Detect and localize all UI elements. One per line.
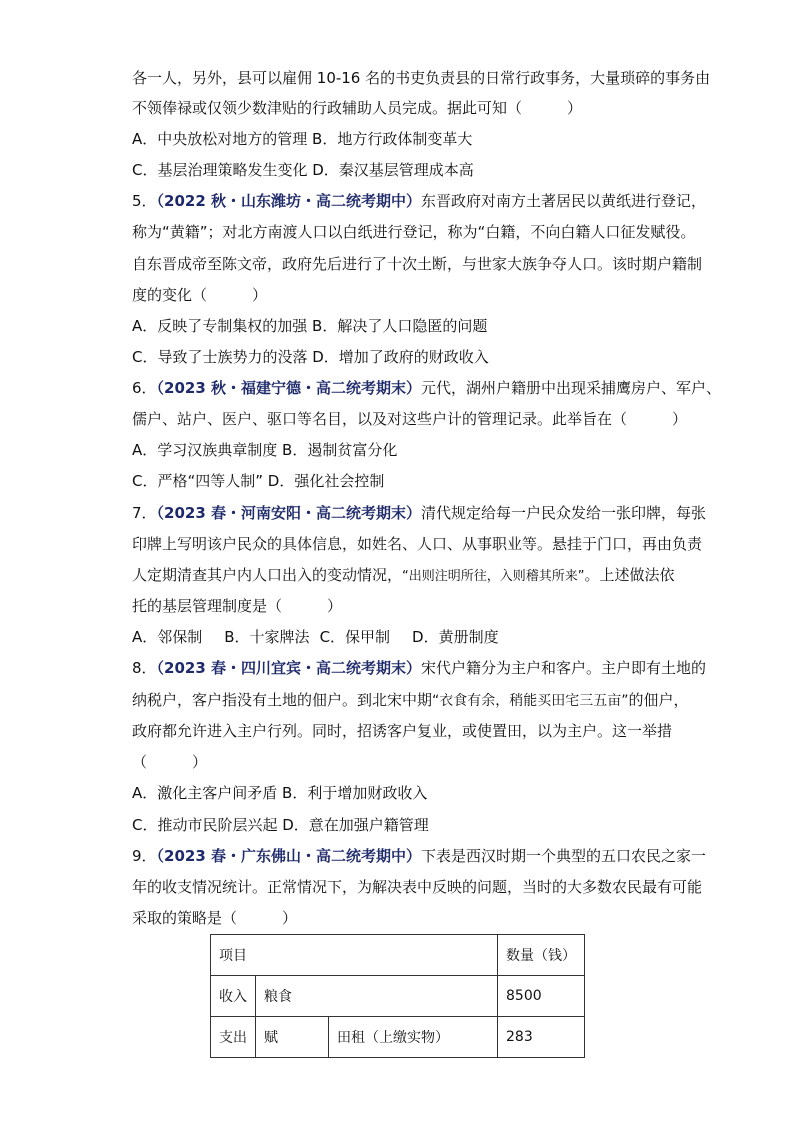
question-9-line-1: [132, 846, 707, 866]
question-5-options-ab: A．反映了专制集权的加强 B．解决了人口隐匿的问题: [132, 317, 488, 335]
question-text: 。上述做法依: [584, 566, 675, 584]
option-d: D．黄册制度: [412, 628, 499, 646]
intro-line-2: 不领俸禄或仅领少数津贴的行政辅助人员完成。据此可知（ ）: [132, 99, 583, 117]
table-row: [211, 976, 585, 1017]
question-8-options-ab: A．激化主客户间矛盾 B．利于增加财政收入: [132, 784, 428, 802]
question-8-line-1: [132, 658, 707, 678]
table-header-item: 项目: [211, 935, 498, 976]
question-9-line-3: 采取的策略是（ ）: [132, 909, 298, 927]
question-number: 7．: [132, 504, 157, 522]
question-7-line-2: 印牌上写明该户民众的具体信息，如姓名、人口、从事职业等。悬挂于门口，再由负责: [132, 535, 703, 553]
table-cell: 283: [498, 1017, 585, 1058]
question-number: 8．: [132, 659, 157, 677]
question-6-line-2: 儒户、站户、医户、驱口等名目，以及对这些户计的管理记录。此举旨在（ ）: [132, 410, 688, 428]
question-source: （2023 春・广东佛山・高二统考期中）: [156, 847, 422, 865]
table-row: [211, 1017, 585, 1058]
question-source: （2023 秋・福建宁德・高二统考期末）: [156, 379, 422, 397]
question-7-line-1: [132, 503, 707, 523]
question-7-line-4: 托的基层管理制度是（ ）: [132, 597, 343, 615]
question-8-line-4: （ ）: [132, 753, 208, 771]
question-text: 的佃户，: [628, 691, 689, 709]
question-text: 人定期清查其户内人口出入的变动情况，: [132, 566, 403, 584]
question-source: （2022 秋・山东潍坊・高二统考期中）: [156, 192, 422, 210]
table-cell: 田租（上缴实物）: [329, 1017, 498, 1058]
question-text: 下表是西汉时期一个典型的五口农民之家一: [421, 847, 707, 865]
question-7-options: [132, 627, 692, 647]
question-8-line-2: [132, 690, 692, 711]
question-text: 元代，湖州户籍册中出现采捕鹰房户、军户、: [421, 379, 722, 397]
question-number: 9．: [132, 847, 157, 865]
question-source: （2023 春・四川宜宾・高二统考期末）: [156, 659, 422, 677]
option-a: A．邻保制: [132, 628, 203, 646]
question-6-options-cd: C．严格“四等人制” D．强化社会控制: [132, 472, 385, 490]
question-5-line-2: 称为“黄籍”；对北方南渡人口以白纸进行登记，称为“白籍，不向白籍人口征发赋役。: [132, 223, 696, 241]
question-8-line-3: 政府都允许进入主户行列。同时，招诱客户复业，或使置田，以为主户。这一举措: [132, 722, 673, 740]
question-number: 6．: [132, 379, 157, 397]
table-row: [211, 935, 585, 976]
table-cell: 赋: [256, 1017, 329, 1058]
question-6-options-ab: A．学习汉族典章制度 B．遏制贫富分化: [132, 441, 398, 459]
table-cell: 收入: [211, 976, 256, 1017]
table-cell: 8500: [498, 976, 585, 1017]
question-6-line-1: [132, 378, 722, 398]
quotation: “出则注明所往，入则稽其所来”: [402, 569, 585, 584]
question-5-line-3: 自东晋成帝至陈文帝，政府先后进行了十次土断，与世家大族争夺人口。该时期户籍制: [132, 255, 703, 273]
option-c: C．保甲制: [319, 628, 391, 646]
question-5-line-4: 度的变化（ ）: [132, 286, 268, 304]
question-source: （2023 春・河南安阳・高二统考期末）: [156, 504, 422, 522]
income-expense-table: [210, 934, 585, 1058]
question-7-line-3: [132, 565, 692, 587]
question-5-line-1: [132, 191, 707, 211]
intro-options-ab: A．中央放松对地方的管理 B．地方行政体制变革大: [132, 130, 473, 148]
intro-options-cd: C．基层治理策略发生变化 D．秦汉基层管理成本高: [132, 161, 474, 179]
quotation: “衣食有余，稍能买田宅三五亩”: [432, 693, 629, 709]
option-b: B．十家牌法: [224, 628, 310, 646]
question-text: 纳税户，客户指没有土地的佃户。到北宋中期: [132, 691, 433, 709]
question-9-line-2: 年的收支情况统计。正常情况下，为解决表中反映的问题，当时的大多数农民最有可能: [132, 878, 703, 896]
question-5-options-cd: C．导致了士族势力的没落 D．增加了政府的财政收入: [132, 348, 489, 366]
question-text: 清代规定给每一户民众发给一张印牌，每张: [421, 504, 707, 522]
table-header-amount: 数量（钱）: [498, 935, 585, 976]
table-cell: 支出: [211, 1017, 256, 1058]
question-number: 5．: [132, 192, 157, 210]
intro-line-1: 各一人，另外，县可以雇佣 10-16 名的书吏负责县的日常行政事务，大量琐碎的事务由: [132, 69, 711, 87]
question-8-options-cd: C．推动市民阶层兴起 D．意在加强户籍管理: [132, 816, 429, 834]
question-text: 宋代户籍分为主户和客户。主户即有土地的: [421, 659, 707, 677]
table-cell: 粮食: [256, 976, 498, 1017]
question-text: 东晋政府对南方土著居民以黄纸进行登记，: [421, 192, 707, 210]
